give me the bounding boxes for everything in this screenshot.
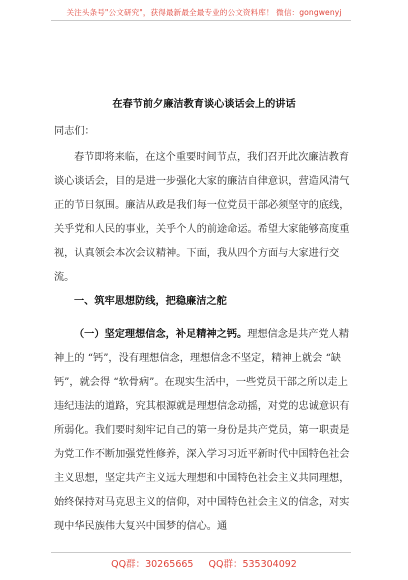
footer-banner: [0, 556, 408, 570]
subsection-lead: （一）坚定理想信念，补足精神之钙。: [74, 328, 248, 340]
subsection-body: 理想信念是共产党人精神上的 “钙”，没有理想信念，理想信念不坚定，精神上就会 “缺钙”，就会得 “软骨病”。在现实生活中，一些党员干部之所以走上违纪违法的道路，究其根源就是理想信念动摇，对党的忠诚意识有所弱化。我们要时刻牢记自己的第一身份是共产党员，第一职责是为党工作不断加强党性修养，深入学习习近平新时代中国特色社会主义思想，坚定共产主义远大理想和中国特色社会主义共同理想，始终保持对马克思主义的信仰，对中国特色社会主义的信念，对实现中华民族伟大复兴中国梦的信心。通: [54, 329, 350, 532]
header-divider: [51, 20, 351, 21]
document-title: 在春节前夕廉洁教育谈心谈话会上的讲话: [112, 98, 296, 110]
footer-divider: [51, 552, 351, 553]
header-banner: 关注头条号"公文研究"，获得最新最全最专业的公文资料库！ 微信：gongwenyj: [66, 8, 342, 17]
greeting: 同志们：: [54, 126, 95, 137]
footer-qq-group-1: QQ群：30265665: [111, 559, 194, 570]
paragraph-subsection: [54, 322, 354, 539]
section-heading: 一、筑牢思想防线，把稳廉洁之舵: [74, 295, 227, 307]
paragraph-intro: 春节即将来临，在这个重要时间节点，我们召开此次廉洁教育谈心谈话会，目的是进一步强化大家的廉洁自律意识，营造风清气正的节日氛围。廉洁从政是我们每一位党员干部必须坚守的底线，关乎党和人民的事业，关乎个人的前途命运。希望大家能够高度重视，认真领会本次会议精神。下面，我从四个方面与大家进行交流。: [54, 152, 350, 283]
footer-qq-group-2: QQ群：535304092: [208, 559, 297, 570]
